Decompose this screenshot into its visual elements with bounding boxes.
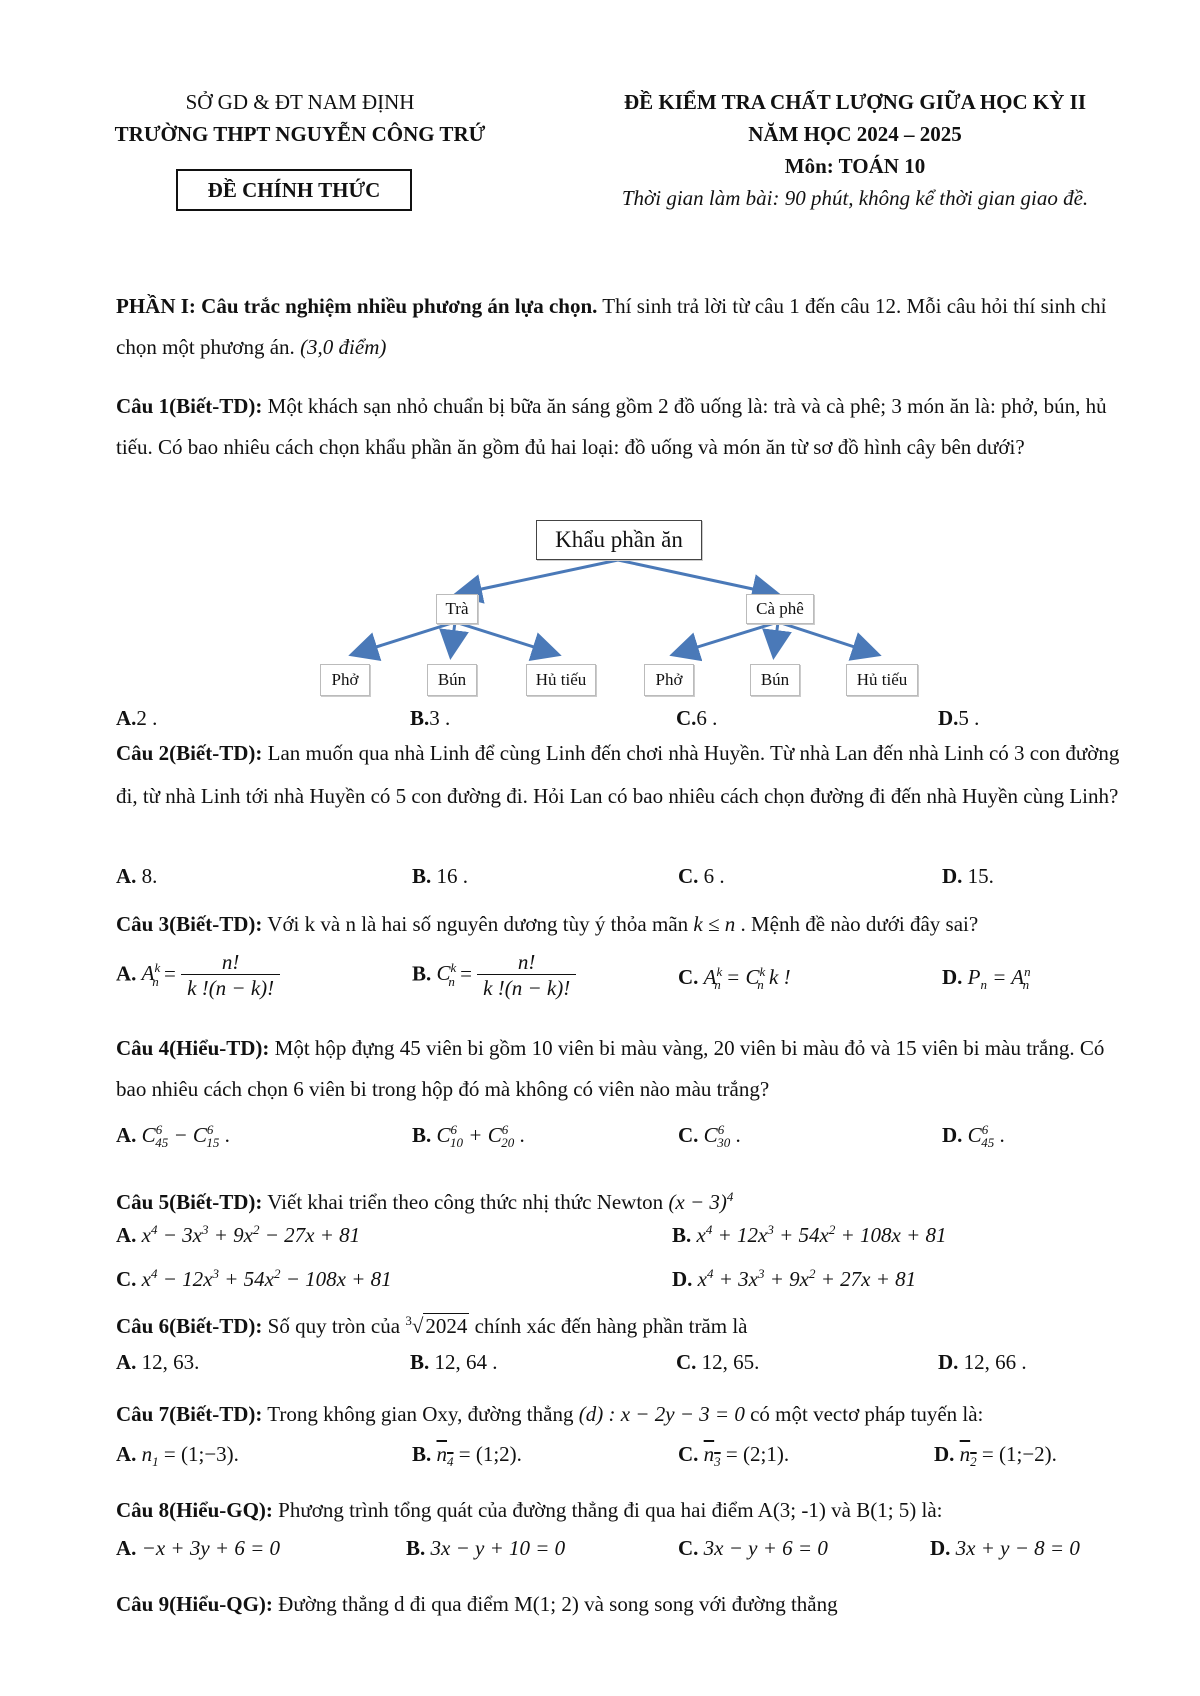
tree-node-bun-1: Bún	[427, 664, 477, 696]
q1-option-a: A.2 .	[116, 706, 158, 730]
q2-option-c: C. 6 .	[678, 864, 725, 888]
q5-option-d: D. $x^4 + 3x^3 + 9x^2 + 27x + 81$	[672, 1266, 917, 1291]
q7-equation: (d) : x − 2y − 3 = 0	[578, 1402, 745, 1426]
q8-label: Câu 8(Hiểu-GQ):	[116, 1498, 273, 1522]
q8-option-b: B. 3x − y + 10 = 0	[406, 1536, 566, 1560]
tree-node-bun-2: Bún	[750, 664, 800, 696]
q4-option-b: B. $C^6_{10} + C^6_{20}$ .	[412, 1122, 525, 1151]
school-name: TRƯỜNG THPT NGUYỄN CÔNG TRỨ	[114, 122, 486, 146]
exam-time: Thời gian làm bài: 90 phút, không kể thời gian giao đề.	[621, 186, 1089, 210]
q5-options	[116, 1222, 1166, 1302]
question-3	[116, 904, 1126, 945]
q8-option-a: A. −x + 3y + 6 = 0	[116, 1536, 280, 1560]
q2-label: Câu 2(Biết-TD):	[116, 741, 263, 765]
q7-option-d: D. $n_2$ = (1;−2).	[934, 1442, 1057, 1470]
q6-option-d: D. 12, 66 .	[938, 1350, 1027, 1374]
question-7	[116, 1394, 1126, 1435]
arrow-caphe-bun	[774, 622, 778, 654]
part1-title: PHẦN I: Câu trắc nghiệm nhiều phương án lựa chọn.	[116, 294, 598, 318]
q3-options	[116, 950, 1166, 1010]
q5-expression: $(x - 3)^4$	[668, 1189, 734, 1214]
q2-option-a: A. 8.	[116, 864, 158, 888]
tree-node-caphe: Cà phê	[746, 594, 814, 624]
q8-option-d: D. 3x + y − 8 = 0	[930, 1536, 1080, 1560]
q9-label: Câu 9(Hiểu-QG):	[116, 1592, 273, 1616]
tree-diagram-arrows	[0, 0, 1200, 720]
q1-option-c: C.6 .	[676, 706, 718, 730]
q4-option-a: A. $C^6_{45} - C^6_{15}$ .	[116, 1122, 230, 1151]
q6-text2: chính xác đến hàng phần trăm là	[469, 1314, 748, 1338]
q4-option-d: D. $C^6_{45}$ .	[942, 1122, 1005, 1151]
part1-text: Thí sinh trả lời từ câu 1 đến câu 12. Mỗi câu hỏi thí sinh chỉ chọn một phương án.	[116, 294, 1107, 359]
q8-options	[116, 1536, 1166, 1566]
arrow-caphe-pho	[675, 622, 778, 654]
tree-node-hutieu-1: Hủ tiếu	[526, 664, 596, 696]
question-9	[116, 1584, 1126, 1625]
q1-text: Một khách sạn nhỏ chuẩn bị bữa ăn sáng gồm 2 đồ uống là: trà và cà phê; 3 món ăn là: phở, bún, hủ tiếu. Có bao nhiêu cách chọn khẩu phần ăn gồm đủ hai loại: đồ uống và món ăn từ sơ đồ hình cây bên dưới?	[116, 394, 1107, 459]
q6-option-a: A. 12, 63.	[116, 1350, 200, 1374]
q5-option-a: A. $x^4 - 3x^3 + 9x^2 - 27x + 81$	[116, 1222, 361, 1247]
arrow-tra-hutieu	[455, 622, 556, 654]
q6-cube-root: $^3$√2024	[405, 1313, 468, 1338]
q2-options	[116, 864, 1166, 894]
q5-text: Viết khai triển theo công thức nhị thức Newton	[262, 1190, 669, 1214]
q2-option-d: D. 15.	[942, 864, 994, 888]
tree-node-pho-1: Phở	[320, 664, 370, 696]
exam-title: ĐỀ KIỂM TRA CHẤT LƯỢNG GIỮA HỌC KỲ II	[623, 90, 1087, 114]
q6-options	[116, 1350, 1166, 1380]
tree-node-pho-2: Phở	[644, 664, 694, 696]
q4-option-c: C. $C^6_{30}$ .	[678, 1122, 741, 1151]
q6-option-b: B. 12, 64 .	[410, 1350, 498, 1374]
q3-option-a: A. $A^k_n$ = $\frac{n!}{k !(n - k)!}$	[116, 950, 280, 1001]
q3-text2: . Mệnh đề nào dưới đây sai?	[735, 912, 979, 936]
q7-option-c: C. $n_3$ = (2;1).	[678, 1442, 790, 1470]
q4-text: Một hộp đựng 45 viên bi gồm 10 viên bi màu vàng, 20 viên bi màu đỏ và 15 viên bi màu trắng. Có bao nhiêu cách chọn 6 viên bi trong hộp đó mà không có viên nào màu trắng?	[116, 1036, 1105, 1101]
school-year: NĂM HỌC 2024 – 2025	[748, 122, 962, 146]
q7-label: Câu 7(Biết-TD):	[116, 1402, 263, 1426]
q7-text: Trong không gian Oxy, đường thẳng	[262, 1402, 579, 1426]
q7-option-b: B. $n_4$ = (1;2).	[412, 1442, 522, 1470]
q1-label: Câu 1(Biết-TD):	[116, 394, 263, 418]
arrow-caphe-hutieu	[778, 622, 876, 654]
q3-option-c: C. $A^k_n = C^k_n$ k !	[678, 964, 791, 993]
tree-node-hutieu-2: Hủ tiếu	[846, 664, 918, 696]
q3-option-d: D. $P_n = A^n_n$	[942, 964, 1031, 993]
q6-text: Số quy tròn của	[262, 1314, 406, 1338]
q3-option-b: B. $C^k_n$ = $\frac{n!}{k !(n - k)!}$	[412, 950, 576, 1001]
arrow-root-caphe	[618, 560, 776, 594]
question-8	[116, 1490, 1126, 1531]
q5-label: Câu 5(Biết-TD):	[116, 1190, 263, 1214]
question-5	[116, 1176, 1126, 1223]
q3-label: Câu 3(Biết-TD):	[116, 912, 263, 936]
q8-option-c: C. 3x − y + 6 = 0	[678, 1536, 828, 1560]
q8-text: Phương trình tổng quát của đường thẳng đi qua hai điểm A(3; -1) và B(1; 5) là:	[272, 1498, 943, 1522]
arrow-root-tra	[458, 560, 618, 594]
part1-score: (3,0 điểm)	[300, 335, 387, 359]
department-name: SỞ GD & ĐT NAM ĐỊNH	[185, 90, 415, 114]
q7-option-a: A. $n_1$ = (1;−3).	[116, 1442, 239, 1470]
q5-option-b: B. $x^4 + 12x^3 + 54x^2 + 108x + 81$	[672, 1222, 947, 1247]
q6-option-c: C. 12, 65.	[676, 1350, 760, 1374]
arrow-tra-pho	[354, 622, 455, 654]
q3-text: Với k và n là hai số nguyên dương tùy ý thỏa mãn	[262, 912, 694, 936]
q1-option-b: B.3 .	[410, 706, 451, 730]
tree-root-box: Khẩu phần ăn	[536, 520, 702, 560]
q1-option-d: D.5 .	[938, 706, 980, 730]
official-stamp: ĐỀ CHÍNH THỨC	[176, 169, 412, 211]
q2-option-b: B. 16 .	[412, 864, 469, 888]
tree-node-tra: Trà	[436, 594, 478, 624]
q6-label: Câu 6(Biết-TD):	[116, 1314, 263, 1338]
arrow-tra-bun	[451, 622, 455, 654]
q4-options	[116, 1122, 1166, 1152]
q5-option-c: C. $x^4 - 12x^3 + 54x^2 - 108x + 81$	[116, 1266, 392, 1291]
q2-text: Lan muốn qua nhà Linh để cùng Linh đến chơi nhà Huyền. Từ nhà Lan đến nhà Linh có 3 con đường đi, từ nhà Linh tới nhà Huyền có 5 con đường đi. Hỏi Lan có bao nhiêu cách chọn đường đi đến nhà Huyền cùng Linh?	[116, 741, 1120, 808]
question-4	[116, 1028, 1126, 1110]
q4-label: Câu 4(Hiểu-TD):	[116, 1036, 270, 1060]
q7-text2: có một vectơ pháp tuyến là:	[744, 1402, 984, 1426]
subject: Môn: TOÁN 10	[784, 154, 926, 178]
question-2	[116, 732, 1126, 818]
q7-options	[116, 1442, 1166, 1476]
q3-condition: k ≤ n	[693, 912, 736, 936]
question-6	[116, 1300, 1126, 1347]
q9-text: Đường thẳng d đi qua điểm M(1; 2) và song song với đường thẳng	[272, 1592, 838, 1616]
